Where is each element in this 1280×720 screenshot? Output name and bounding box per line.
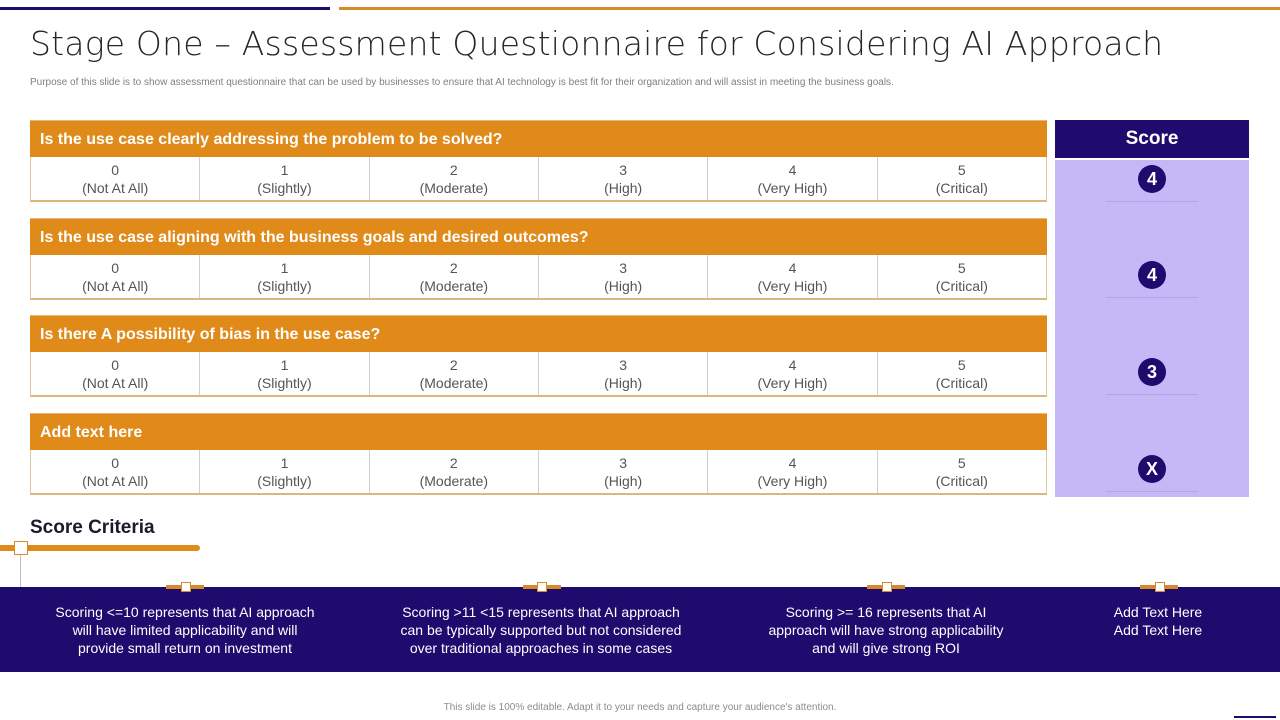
- rating-value: 0: [111, 454, 120, 471]
- rating-value: 2: [449, 356, 458, 373]
- criteria-text-line: Add Text Here: [1113, 622, 1203, 638]
- rating-option-4[interactable]: [708, 352, 877, 395]
- score-divider: [1106, 297, 1198, 298]
- rating-value: 2: [449, 454, 458, 471]
- rating-value: 1: [280, 161, 289, 178]
- rating-option-0[interactable]: [31, 450, 200, 493]
- question-block-1: [30, 120, 1047, 202]
- score-panel: [1055, 160, 1249, 497]
- score-divider: [1106, 491, 1198, 492]
- question-header: Is there A possibility of bias in the use case?: [30, 315, 1047, 352]
- rating-value: 4: [788, 259, 797, 276]
- criteria-text-line: will have limited applicability and will: [72, 622, 298, 638]
- rating-option-1[interactable]: [200, 255, 369, 298]
- rating-scale: [30, 255, 1047, 300]
- criteria-accent-bar: [0, 545, 200, 551]
- rating-label: (Very High): [757, 374, 828, 391]
- rating-option-2[interactable]: [370, 157, 539, 200]
- score-badge-3: 3: [1138, 358, 1166, 386]
- rating-value: 5: [957, 356, 966, 373]
- criteria-text-line: over traditional approaches in some cases: [409, 640, 673, 656]
- rating-value: 1: [280, 356, 289, 373]
- rating-label: (Slightly): [257, 472, 312, 489]
- rating-label: (Critical): [935, 472, 988, 489]
- criteria-connector-square: [882, 582, 892, 592]
- criteria-connector-square: [181, 582, 191, 592]
- rating-option-5[interactable]: [878, 450, 1046, 493]
- rating-label: (Not At All): [82, 374, 149, 391]
- score-badge-2: 4: [1138, 261, 1166, 289]
- rating-option-4[interactable]: [708, 255, 877, 298]
- criteria-text-line: provide small return on investment: [78, 640, 292, 656]
- rating-value: 5: [957, 454, 966, 471]
- rating-value: 0: [111, 161, 120, 178]
- rating-scale: [30, 450, 1047, 495]
- criteria-item-1: [30, 603, 340, 657]
- rating-option-3[interactable]: [539, 157, 708, 200]
- criteria-text-line: can be typically supported but not considered: [400, 622, 682, 638]
- question-block-4: [30, 413, 1047, 495]
- rating-value: 0: [111, 259, 120, 276]
- criteria-item-2: [381, 603, 701, 657]
- criteria-text-line: Scoring <=10 represents that AI approach: [55, 604, 315, 620]
- rating-label: (Critical): [935, 179, 988, 196]
- rating-value: 5: [957, 259, 966, 276]
- rating-value: 3: [619, 161, 628, 178]
- question-header: Is the use case aligning with the business goals and desired outcomes?: [30, 218, 1047, 255]
- rating-label: (Not At All): [82, 277, 149, 294]
- top-accent-bar-orange: [339, 7, 1280, 10]
- rating-label: (High): [604, 374, 643, 391]
- question-block-2: [30, 218, 1047, 300]
- criteria-marker-square: [14, 541, 28, 555]
- page-subtitle: Purpose of this slide is to show assessment questionnaire that can be used by businesses to ensure that AI technology is best fit for their organization and will assist in meeting the business goals.: [30, 77, 894, 88]
- criteria-connector-line: [20, 555, 21, 587]
- rating-label: (Moderate): [419, 277, 489, 294]
- rating-option-2[interactable]: [370, 450, 539, 493]
- rating-label: (Slightly): [257, 374, 312, 391]
- rating-label: (Very High): [757, 277, 828, 294]
- question-block-3: [30, 315, 1047, 397]
- rating-value: 0: [111, 356, 120, 373]
- rating-value: 2: [449, 161, 458, 178]
- criteria-connector-square: [537, 582, 547, 592]
- rating-option-0[interactable]: [31, 157, 200, 200]
- corner-accent-line: [1234, 716, 1276, 718]
- criteria-text-line: Add Text Here: [1113, 604, 1203, 620]
- rating-option-1[interactable]: [200, 157, 369, 200]
- rating-option-4[interactable]: [708, 157, 877, 200]
- criteria-text-line: Scoring >11 <15 represents that AI approach: [402, 604, 680, 620]
- rating-option-0[interactable]: [31, 352, 200, 395]
- rating-label: (Moderate): [419, 472, 489, 489]
- rating-option-2[interactable]: [370, 352, 539, 395]
- rating-value: 4: [788, 454, 797, 471]
- rating-scale: [30, 352, 1047, 397]
- rating-label: (Very High): [757, 472, 828, 489]
- rating-label: (Critical): [935, 277, 988, 294]
- question-header: Add text here: [30, 413, 1047, 450]
- score-divider: [1106, 201, 1198, 202]
- criteria-item-4: [1078, 603, 1238, 639]
- rating-option-0[interactable]: [31, 255, 200, 298]
- rating-option-3[interactable]: [539, 450, 708, 493]
- rating-label: (High): [604, 472, 643, 489]
- rating-label: (Moderate): [419, 179, 489, 196]
- score-criteria-title: Score Criteria: [30, 517, 155, 538]
- rating-value: 3: [619, 356, 628, 373]
- rating-option-3[interactable]: [539, 352, 708, 395]
- rating-option-1[interactable]: [200, 450, 369, 493]
- rating-value: 3: [619, 259, 628, 276]
- criteria-text-line: approach will have strong applicability: [768, 622, 1004, 638]
- rating-value: 4: [788, 161, 797, 178]
- rating-value: 1: [280, 259, 289, 276]
- rating-scale: [30, 157, 1047, 202]
- rating-value: 1: [280, 454, 289, 471]
- rating-label: (Not At All): [82, 472, 149, 489]
- score-header: Score: [1055, 120, 1249, 158]
- rating-option-5[interactable]: [878, 255, 1046, 298]
- footer-note: This slide is 100% editable. Adapt it to your needs and capture your audience's attention.: [443, 702, 837, 713]
- rating-label: (Critical): [935, 374, 988, 391]
- criteria-connector-square: [1155, 582, 1165, 592]
- score-badge-4: X: [1138, 455, 1166, 483]
- score-divider: [1106, 394, 1198, 395]
- rating-value: 4: [788, 356, 797, 373]
- rating-label: (Not At All): [82, 179, 149, 196]
- rating-option-1[interactable]: [200, 352, 369, 395]
- rating-label: (Slightly): [257, 179, 312, 196]
- score-badge-1: 4: [1138, 165, 1166, 193]
- rating-option-5[interactable]: [878, 157, 1046, 200]
- rating-option-2[interactable]: [370, 255, 539, 298]
- criteria-item-3: [736, 603, 1036, 657]
- criteria-text-line: and will give strong ROI: [812, 640, 960, 656]
- page-title: Stage One – Assessment Questionnaire for Considering AI Approach: [30, 24, 1164, 63]
- criteria-text-line: Scoring >= 16 represents that AI: [785, 604, 987, 620]
- rating-label: (Moderate): [419, 374, 489, 391]
- question-header: Is the use case clearly addressing the problem to be solved?: [30, 120, 1047, 157]
- rating-option-4[interactable]: [708, 450, 877, 493]
- rating-label: (High): [604, 179, 643, 196]
- rating-label: (High): [604, 277, 643, 294]
- rating-label: (Very High): [757, 179, 828, 196]
- rating-label: (Slightly): [257, 277, 312, 294]
- rating-value: 5: [957, 161, 966, 178]
- top-accent-bar-navy: [0, 7, 330, 10]
- rating-value: 2: [449, 259, 458, 276]
- rating-option-3[interactable]: [539, 255, 708, 298]
- rating-option-5[interactable]: [878, 352, 1046, 395]
- rating-value: 3: [619, 454, 628, 471]
